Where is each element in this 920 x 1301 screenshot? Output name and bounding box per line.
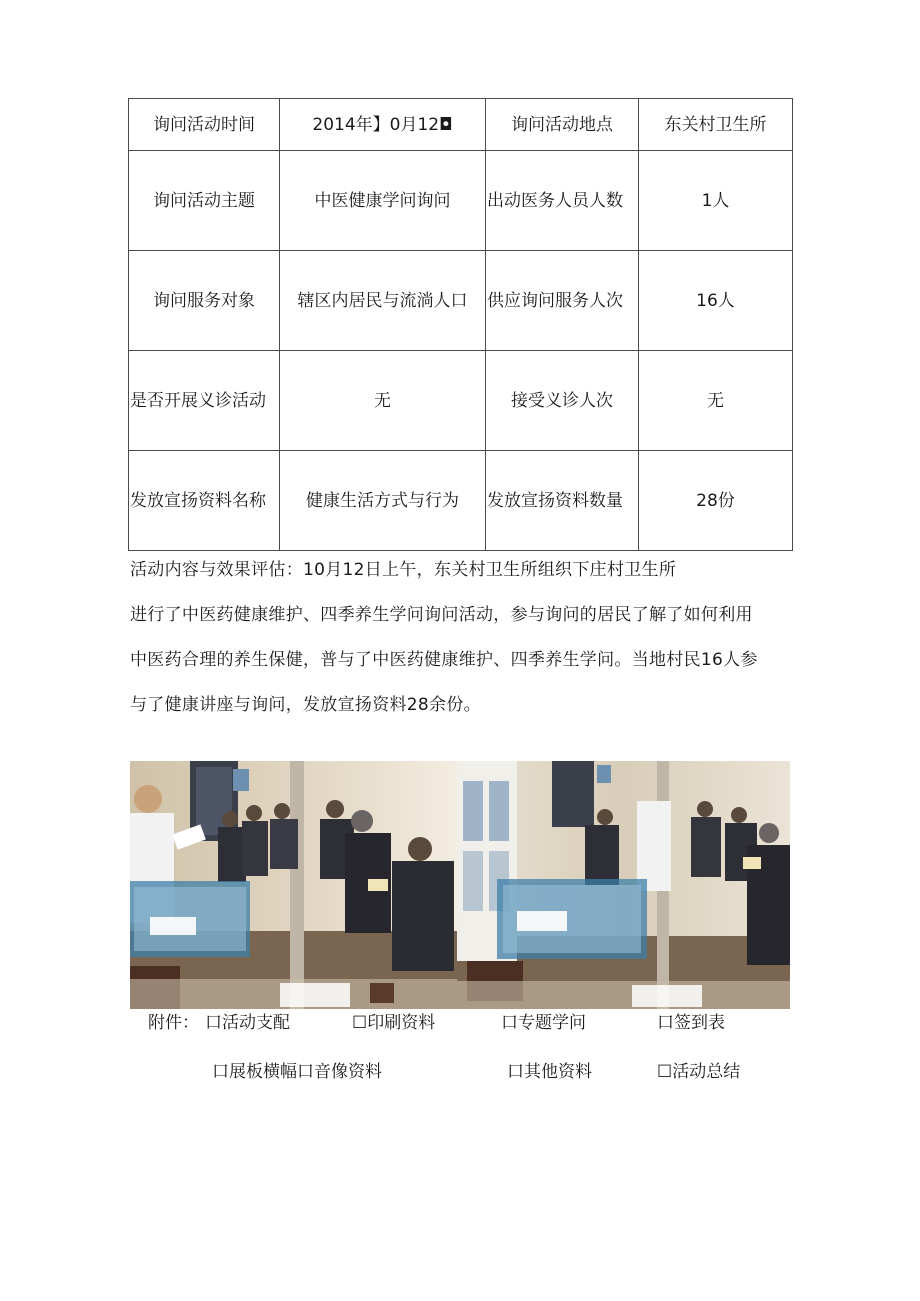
evaluation-line: 进行了中医药健康维护、四季养生学问询问活动，参与询问的居民了解了如何利用 [130, 605, 753, 625]
table-row [129, 251, 793, 351]
label-activity-theme: 询问活动主题 [129, 151, 280, 251]
table-row [129, 99, 793, 151]
label-free-clinic: 是否开展义诊活动 [129, 351, 280, 451]
attachment-checkbox-topic-knowledge[interactable]: 口专题学问 [501, 1013, 586, 1033]
label-activity-time: 询问活动时间 [129, 99, 280, 151]
value-staff-count: 1人 [639, 151, 793, 251]
evaluation-line: 中医药合理的养生保健，普与了中医药健康维护、四季养生学问。当地村民16人参 [130, 650, 758, 670]
attachment-checkbox-sign-in-sheet[interactable]: 口签到表 [657, 1013, 725, 1033]
activity-photo-left [130, 761, 457, 1009]
evaluation-line: 活动内容与效果评估：10月12日上午，东关村卫生所组织下庄村卫生所 [130, 560, 677, 580]
table-row [129, 451, 793, 551]
activity-info-table [128, 98, 793, 551]
attachment-checkbox-other-materials[interactable]: 口其他资料 [507, 1062, 592, 1082]
activity-photos [130, 761, 790, 1009]
attachment-checkbox-activity-summary[interactable]: ☐活动总结 [657, 1062, 741, 1082]
value-service-target: 辖区内居民与流淌人口 [280, 251, 486, 351]
label-staff-count: 出动医务人员人数 [486, 151, 639, 251]
activity-photo-right [457, 761, 790, 1009]
table-row [129, 151, 793, 251]
value-clinic-count: 无 [639, 351, 793, 451]
evaluation-line: 与了健康讲座与询问，发放宣扬资料28余份。 [130, 695, 481, 715]
label-material-name: 发放宣扬资料名称 [129, 451, 280, 551]
label-clinic-count: 接受义诊人次 [486, 351, 639, 451]
value-service-count: 16人 [639, 251, 793, 351]
attachments-prefix: 附件： [148, 1013, 199, 1033]
value-free-clinic: 无 [280, 351, 486, 451]
table-row [129, 351, 793, 451]
value-material-name: 健康生活方式与行为 [280, 451, 486, 551]
attachment-checkbox-banner-audio[interactable]: 口展板横幅口音像资料 [212, 1062, 382, 1082]
value-activity-theme: 中医健康学问询问 [280, 151, 486, 251]
activity-evaluation-text [130, 548, 800, 728]
value-activity-location: 东关村卫生所 [639, 99, 793, 151]
label-material-count: 发放宣扬资料数量 [486, 451, 639, 551]
value-material-count: 28份 [639, 451, 793, 551]
label-service-target: 询问服务对象 [129, 251, 280, 351]
attachment-checkbox-activity-plan[interactable]: 口活动支配 [205, 1013, 290, 1033]
label-service-count: 供应询问服务人次 [486, 251, 639, 351]
attachment-checkbox-printed-materials[interactable]: ☐印刷资料 [352, 1013, 436, 1033]
label-activity-location: 询问活动地点 [486, 99, 639, 151]
value-activity-time: 2014年】0月12◘ [280, 99, 486, 151]
